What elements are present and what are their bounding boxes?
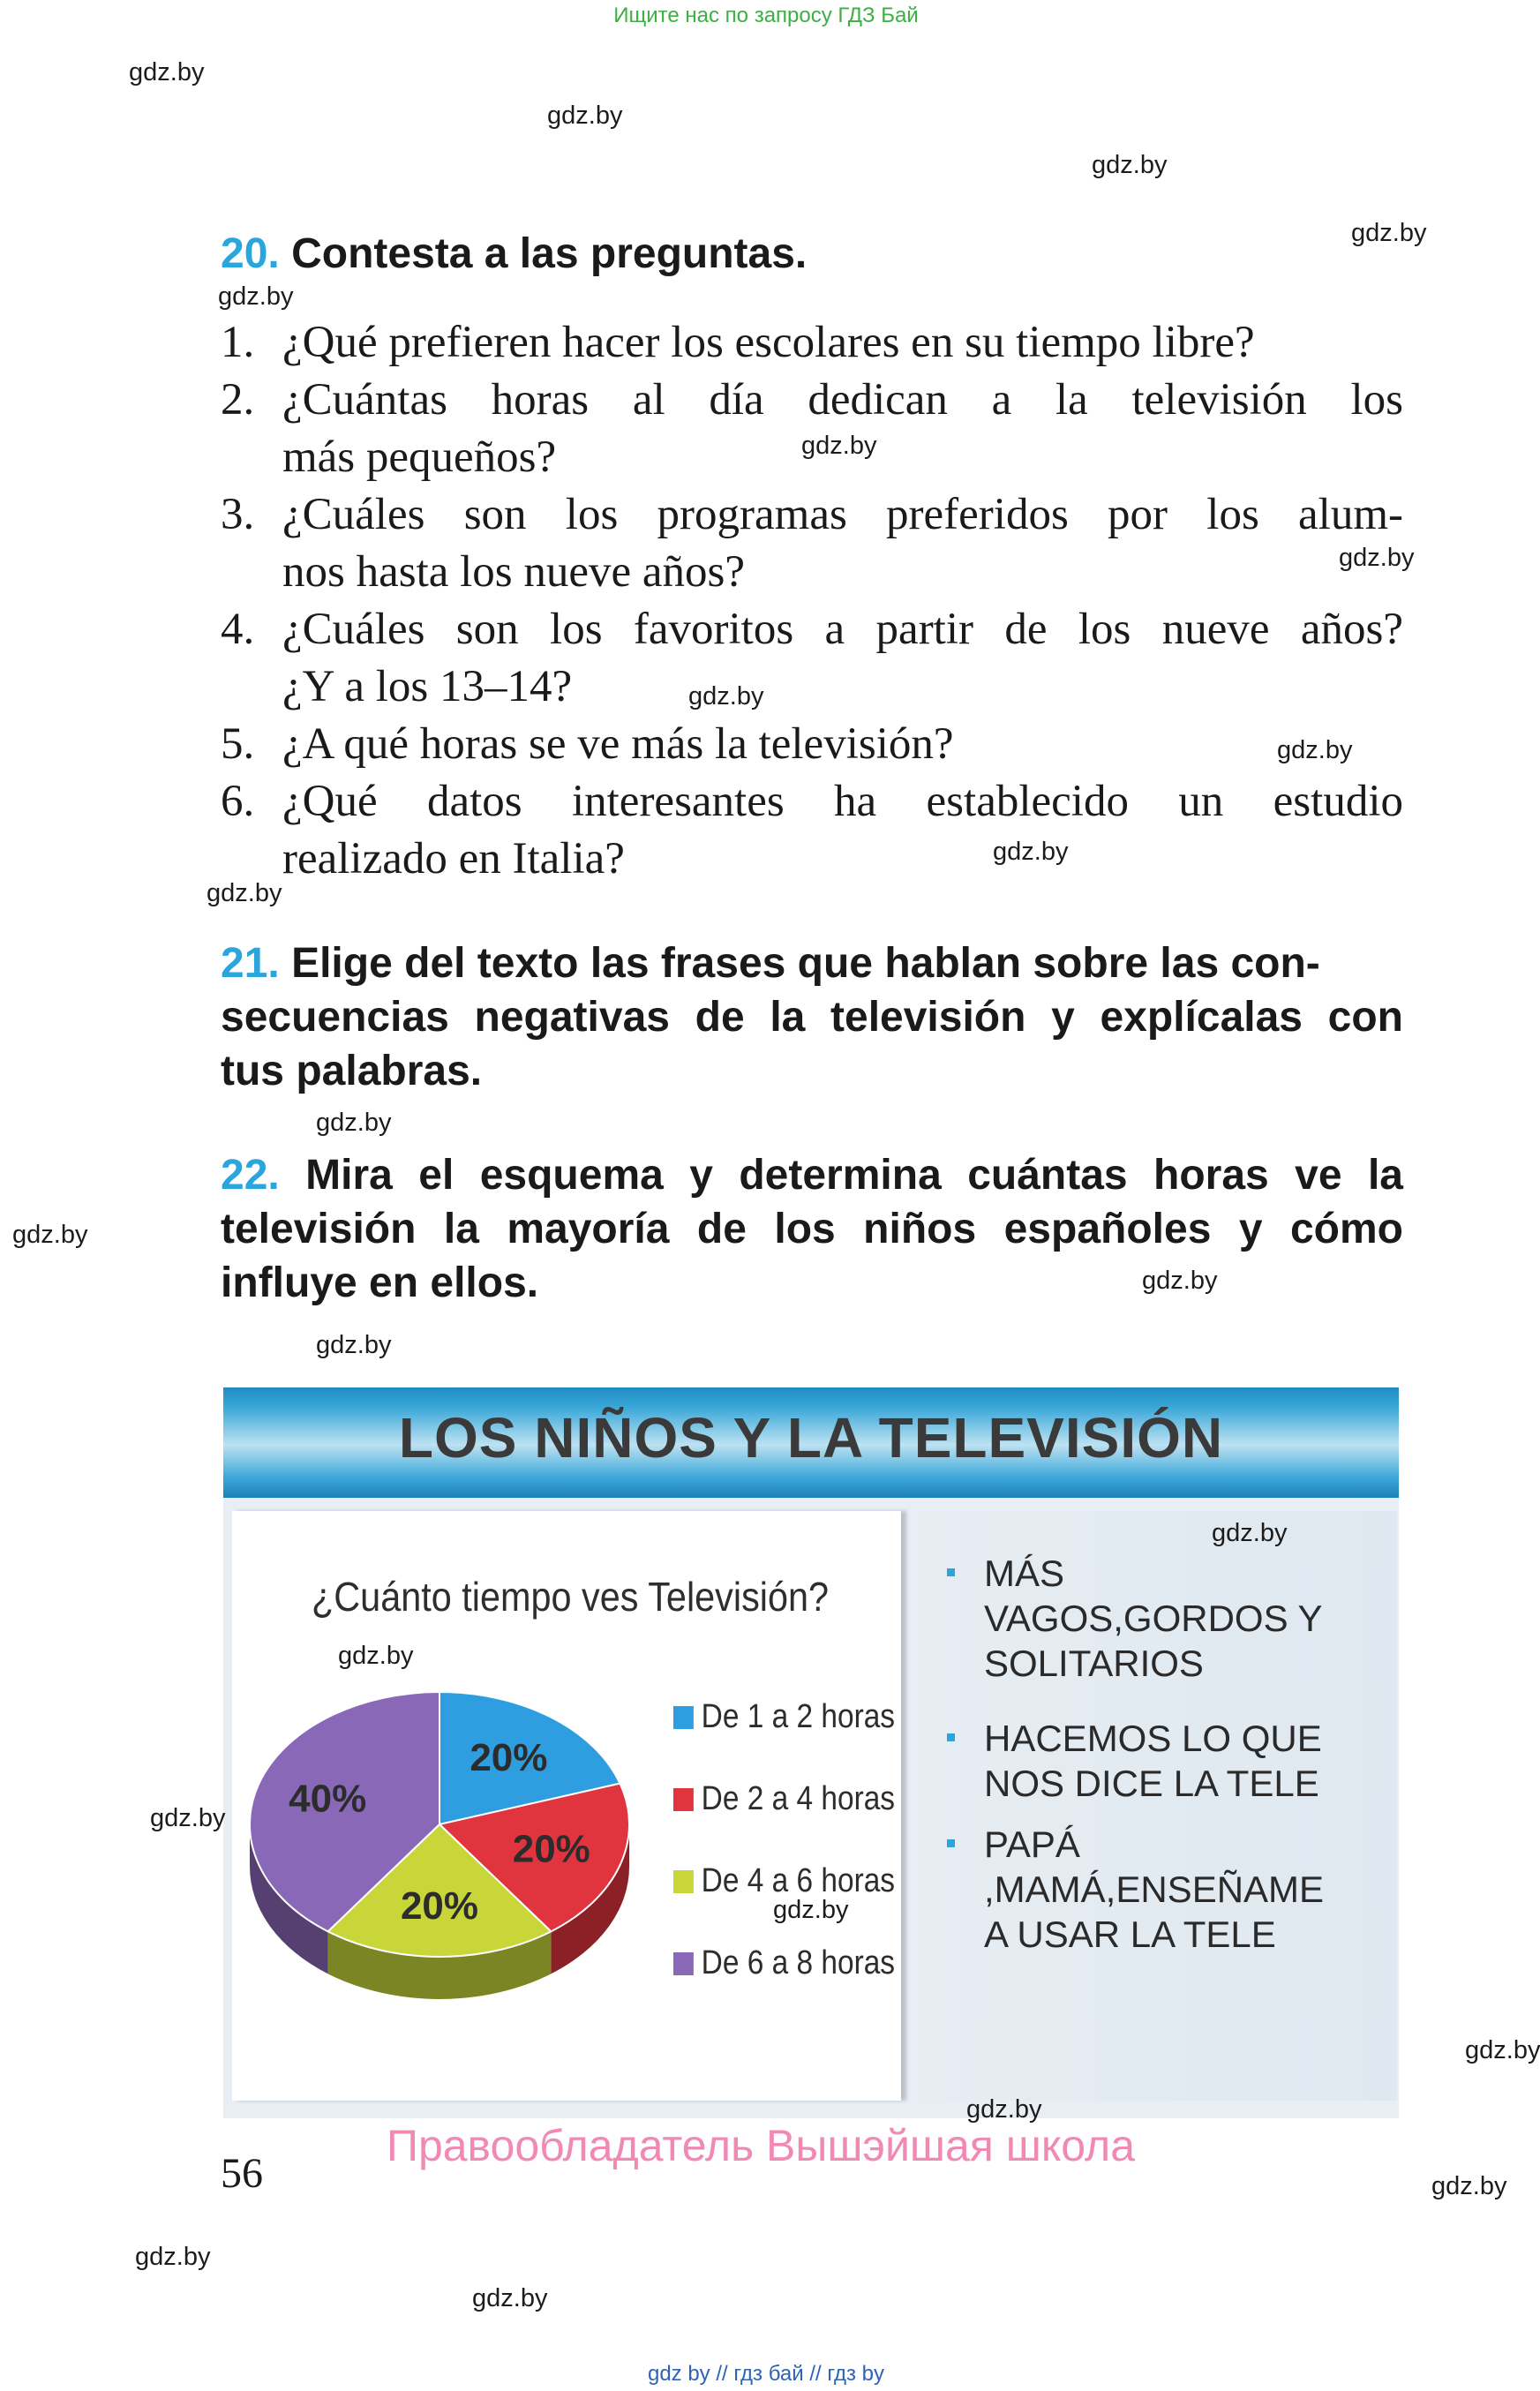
legend-swatch (673, 1788, 694, 1811)
exercise-text: Mira el esquema y determina cuántas horas ve la (305, 1152, 1403, 1199)
exercise-21 (221, 936, 1403, 1098)
pie-slice-label: 40% (289, 1777, 367, 1821)
watermark: gdz.by (150, 1804, 226, 1832)
question-number: 5. (221, 719, 255, 769)
exercise-text: televisión la mayoría de los niños españoles y cómo (221, 1206, 1403, 1252)
question-text: realizado en Italia? (282, 834, 625, 883)
chart-panel (232, 1511, 901, 2101)
watermark: gdz.by (773, 1896, 849, 1924)
watermark: gdz.by (1142, 1267, 1218, 1295)
question-text: ¿A qué horas se ve más la televisión? (282, 719, 954, 769)
legend-label: De 1 a 2 horas (701, 1698, 896, 1735)
bullet-item (947, 1716, 1388, 1806)
question-5 (221, 716, 1403, 773)
infographic-header (223, 1387, 1399, 1498)
watermark: gdz.by (1465, 2036, 1540, 2064)
legend-swatch (673, 1870, 694, 1893)
legend-label: De 6 a 8 horas (701, 1944, 896, 1981)
watermark: gdz.by (801, 432, 877, 460)
legend-item (673, 1780, 895, 1818)
question-text: ¿Qué datos interesantes ha establecido un estudio (282, 777, 1403, 826)
question-4 (221, 601, 1403, 716)
watermark: gdz.by (129, 58, 205, 86)
exercise-22 (221, 1148, 1403, 1310)
question-number: 3. (221, 490, 255, 539)
bullet-icon (947, 1733, 955, 1741)
watermark: gdz.by (547, 102, 623, 130)
question-3 (221, 486, 1403, 601)
question-text: más pequeños? (282, 432, 557, 482)
question-number: 1. (221, 318, 255, 367)
exercise-text: influye en ellos. (221, 1259, 539, 1306)
exercise-number: 21. (221, 940, 280, 987)
exercise-text: Elige del texto las frases que hablan sobre las con- (291, 940, 1320, 987)
watermark: gdz.by (135, 2243, 211, 2271)
chart-question: ¿Cuánto tiempo ves Televisión? (312, 1574, 830, 1620)
question-text: ¿Y a los 13–14? (282, 662, 573, 711)
pie-slice-label: 20% (512, 1827, 590, 1871)
question-6 (221, 773, 1403, 888)
bullet-text: ,MAMÁ,ENSEÑAME (984, 1868, 1325, 1910)
legend-label: De 4 a 6 horas (701, 1862, 896, 1899)
bullet-text: A USAR LA TELE (984, 1914, 1276, 1955)
question-number: 4. (221, 605, 255, 654)
bottom-banner: gdz by // гдз бай // гдз by (647, 2362, 885, 2386)
legend-item (673, 1698, 895, 1736)
question-1 (221, 314, 1403, 372)
bullet-icon (947, 1839, 955, 1847)
exercise-text: secuencias negativas de la televisión y explícalas con (221, 994, 1403, 1041)
question-2 (221, 372, 1403, 486)
watermark: gdz.by (207, 879, 282, 907)
legend-label: De 2 a 4 horas (701, 1780, 896, 1817)
top-banner: Ищите нас по запросу ГДЗ Бай (613, 4, 919, 27)
question-text: ¿Cuáles son los programas preferidos por los alum- (282, 490, 1403, 539)
bullet-text: HACEMOS LO QUE (984, 1718, 1322, 1759)
copyright-notice: Правообладатель Вышэйшая школа (387, 2121, 1135, 2170)
exercise-text: tus palabras. (221, 1048, 483, 1094)
infographic (223, 1387, 1399, 2118)
bullet-icon (947, 1568, 955, 1576)
page-number: 56 (221, 2150, 263, 2197)
bullet-text: SOLITARIOS (984, 1643, 1204, 1684)
exercise-number: 20. (221, 230, 280, 277)
bullet-text: MÁS (984, 1553, 1065, 1594)
watermark: gdz.by (1277, 736, 1353, 764)
pie-chart (232, 1661, 673, 2049)
question-number: 6. (221, 777, 255, 826)
legend-swatch (673, 1706, 694, 1729)
watermark: gdz.by (1092, 151, 1168, 179)
bullet-text: PAPÁ (984, 1823, 1080, 1865)
watermark: gdz.by (688, 682, 764, 711)
bullet-text: VAGOS,GORDOS Y (984, 1598, 1323, 1639)
question-text: ¿Cuántas horas al día dedican a la televisión los (282, 375, 1403, 425)
watermark: gdz.by (1212, 1519, 1288, 1547)
watermark: gdz.by (316, 1331, 392, 1359)
watermark: gdz.by (218, 282, 294, 311)
watermark: gdz.by (472, 2284, 548, 2312)
question-text: nos hasta los nueve años? (282, 547, 746, 597)
watermark: gdz.by (1351, 219, 1427, 247)
watermark: gdz.by (338, 1642, 414, 1670)
question-text: ¿Qué prefieren hacer los escolares en su tiempo libre? (282, 318, 1255, 367)
bullet-item (947, 1551, 1388, 1686)
pie-slice-label: 20% (470, 1735, 548, 1779)
legend-item (673, 1862, 895, 1900)
exercise-title: Contesta a las preguntas. (291, 230, 808, 277)
watermark: gdz.by (1339, 544, 1415, 572)
pie-slice-label: 20% (400, 1884, 479, 1928)
legend-item (673, 1944, 895, 1982)
watermark: gdz.by (316, 1109, 392, 1137)
infographic-title: LOS NIÑOS Y LA TELEVISIÓN (398, 1406, 1224, 1470)
bullet-text: NOS DICE LA TELE (984, 1763, 1319, 1804)
legend-swatch (673, 1952, 694, 1975)
consequences-panel (920, 1511, 1397, 2101)
question-number: 2. (221, 375, 255, 425)
watermark: gdz.by (966, 2095, 1042, 2124)
watermark: gdz.by (12, 1221, 88, 1249)
bullet-item (947, 1822, 1388, 1957)
watermark: gdz.by (993, 838, 1069, 866)
watermark: gdz.by (1431, 2172, 1507, 2200)
exercise-20-heading (221, 227, 1403, 281)
exercise-number: 22. (221, 1152, 280, 1199)
question-text: ¿Cuáles son los favoritos a partir de los nueve años? (282, 605, 1403, 654)
